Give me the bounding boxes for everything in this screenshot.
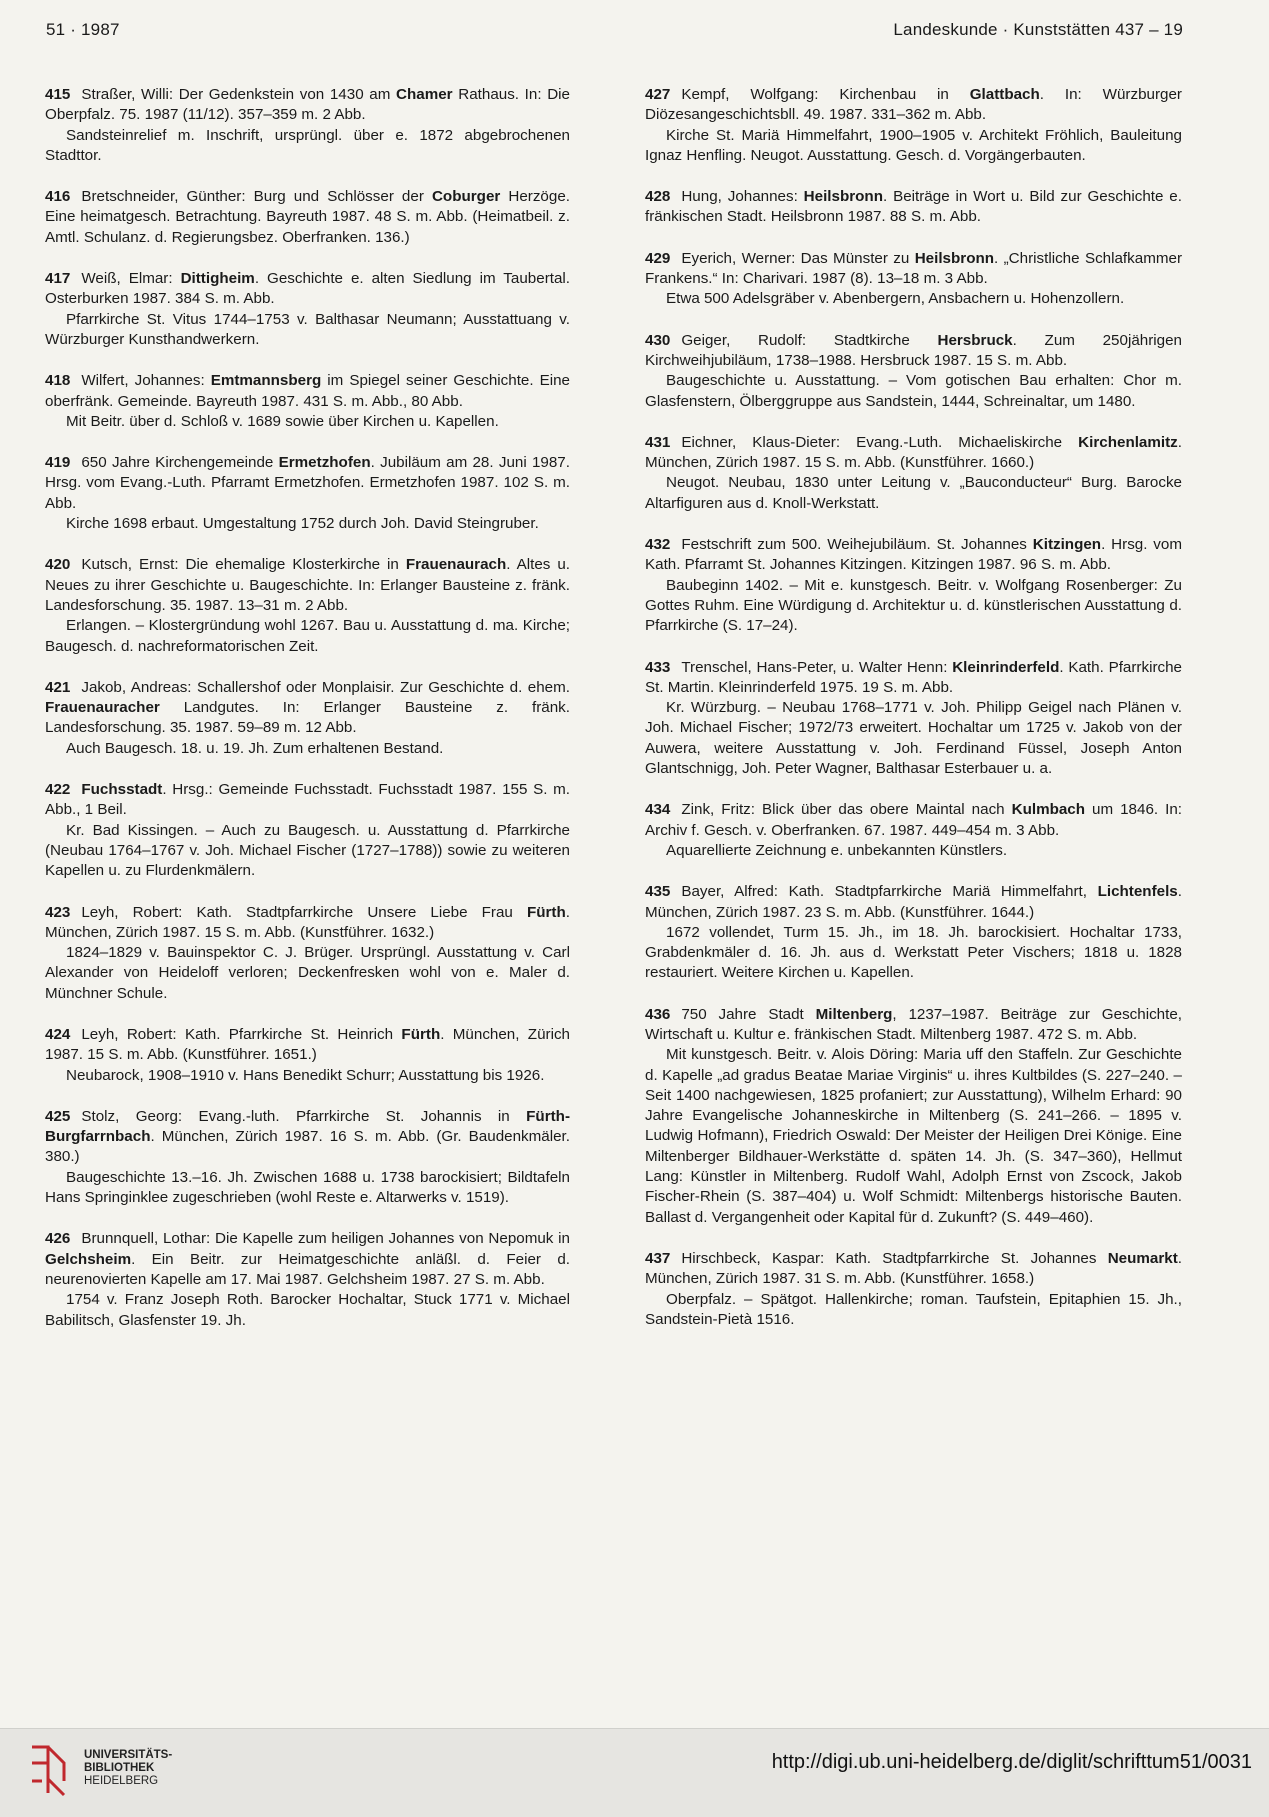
- citation-text: Brunnquell, Lothar: Die Kapelle zum heiligen Johannes von Nepomuk in: [81, 1230, 570, 1248]
- bibliography-entry: [45, 1107, 570, 1208]
- citation-text: Wilfert, Johannes:: [81, 372, 211, 390]
- entry-number: 418: [45, 372, 71, 390]
- citation-text: um 1846. In: Archiv f. Gesch. v. Oberfranken. 67. 1987. 449–454 m. 3 Abb.: [645, 801, 1182, 839]
- bibliography-entry: [45, 903, 570, 1004]
- annotation: 1672 vollendet, Turm 15. Jh., im 18. Jh. barockisiert. Hochaltar 1733, Grabdenkmäler d. 16. Jh. aus d. Werkstatt Peter Vischers; 1818 u. 1828 restauriert. Weitere Kirchen u. Kapellen.: [645, 923, 1182, 982]
- citation-text: im Spiegel seiner Geschichte. Eine oberfränk. Gemeinde. Bayreuth 1987. 431 S. m. Abb., 80 Abb.: [45, 372, 570, 410]
- citation: [45, 1107, 570, 1168]
- citation-text: . München, Zürich 1987. 23 S. m. Abb. (Kunstführer. 1644.): [645, 883, 1182, 921]
- citation-text: Geiger, Rudolf: Stadtkirche: [681, 331, 938, 349]
- citation-text: Leyh, Robert: Kath. Stadtpfarrkirche Unsere Liebe Frau: [81, 903, 527, 921]
- citation-text: 650 Jahre Kirchengemeinde: [81, 454, 279, 472]
- citation-text: . München, Zürich 1987. 15 S. m. Abb. (Kunstführer. 1660.): [645, 433, 1182, 472]
- citation-text: . Hrsg.: Gemeinde Fuchsstadt. Fuchsstadt 1987. 155 S. m. Abb., 1 Beil.: [45, 781, 570, 819]
- place-name: Heilsbronn: [914, 249, 995, 267]
- entry-number: 430: [645, 331, 671, 349]
- place-name: Fürth-Burgfarrnbach: [45, 1107, 570, 1146]
- bibliography-entry: [45, 780, 570, 881]
- annotation: Kr. Würzburg. – Neubau 1768–1771 v. Joh. Philipp Geigel nach Plänen v. Joh. Michael Fischer; 1972/73 erweitert. Hochaltar um 1725 v. Jakob von der Auwera, weitere Ausstattung v. Joh. Ferdinand Füssel, Joseph Anton Glantschnigg, Joh. Peter Wagner, Balthasar Esterbauer u. a.: [645, 699, 1182, 778]
- citation-text: . „Christliche Schlafkammer Frankens.“ In: Charivari. 1987 (8). 13–18 m. 3 Abb.: [645, 249, 1182, 288]
- place-name: Miltenberg: [815, 1005, 893, 1023]
- place-name: Chamer: [396, 86, 453, 103]
- citation-text: . München, Zürich 1987. 16 S. m. Abb. (Gr. Baudenkmäler. 380.): [45, 1128, 570, 1166]
- annotation: Baubeginn 1402. – Mit e. kunstgesch. Beitr. v. Wolfgang Rosenberger: Zu Gottes Ruhm. Eine Würdigung d. Architektur u. d. künstlerischen Ausstattung d. Pfarrkirche (S. 17–24).: [645, 576, 1182, 635]
- citation-text: Bretschneider, Günther: Burg und Schlösser der: [81, 188, 432, 206]
- citation: [645, 800, 1182, 841]
- annotation: Baugeschichte 13.–16. Jh. Zwischen 1688 u. 1738 barockisiert; Bildtafeln Hans Springinklee zugeschrieben (wohl Reste e. Altarwerks v. 1519).: [45, 1168, 570, 1207]
- source-url-link[interactable]: http://digi.ub.uni-heidelberg.de/diglit/schrifttum51/0031: [771, 1751, 1252, 1773]
- place-name: Emtmannsberg: [210, 372, 322, 390]
- citation-text: . Jubiläum am 28. Juni 1987. Hrsg. vom Evang.-Luth. Pfarramt Ermetzhofen. Ermetzhofen 1987. 102 S. m. Abb.: [45, 454, 570, 512]
- entry-number: 424: [45, 1025, 71, 1043]
- citation: [45, 269, 570, 310]
- citation-text: . Ein Beitr. zur Heimatgeschichte anläßl. d. Feier d. neurenovierten Kapelle am 17. Mai 1987. Gelchsheim 1987. 27 S. m. Abb.: [45, 1250, 570, 1288]
- citation: [645, 1005, 1182, 1046]
- bibliography-entry: [645, 882, 1182, 983]
- annotation: Baugeschichte u. Ausstattung. – Vom gotischen Bau erhalten: Chor m. Glasfenstern, Ölberggruppe aus Sandstein, 1444, Schreinaltar, um 1480.: [645, 372, 1182, 410]
- running-header-left: 51 · 1987: [46, 20, 120, 39]
- annotation: Etwa 500 Adelsgräber v. Abenbergern, Ansbachern u. Hohenzollern.: [666, 290, 1125, 308]
- place-name: Dittigheim: [180, 270, 255, 288]
- bibliography-entry: [645, 187, 1182, 228]
- library-name-line: HEIDELBERG: [84, 1775, 159, 1787]
- annotation: Mit Beitr. über d. Schloß v. 1689 sowie über Kirchen u. Kapellen.: [66, 412, 499, 430]
- entry-number: 422: [45, 781, 71, 799]
- citation-text: . Hrsg. vom Kath. Pfarramt St. Johannes Kitzingen. Kitzingen 1987. 96 S. m. Abb.: [645, 536, 1182, 574]
- place-name: Glattbach: [969, 86, 1040, 103]
- bibliography-entry: [45, 269, 570, 350]
- bibliography-entry: [645, 331, 1182, 412]
- citation-text: Kutsch, Ernst: Die ehemalige Klosterkirche in: [81, 556, 406, 574]
- citation: [45, 555, 570, 616]
- entry-number: 416: [45, 188, 71, 206]
- entry-number: 421: [45, 678, 71, 696]
- citation: [45, 1025, 570, 1066]
- entry-number: 419: [45, 454, 71, 472]
- entry-number: 434: [645, 801, 671, 819]
- citation: [645, 249, 1182, 290]
- bibliography-entry: [45, 85, 570, 166]
- citation: [645, 535, 1182, 576]
- bibliography-entry: [45, 371, 570, 432]
- library-name-line: BIBLIOTHEK: [84, 1762, 155, 1774]
- entry-number: 433: [645, 658, 671, 676]
- citation-text: Trenschel, Hans-Peter, u. Walter Henn:: [681, 658, 953, 676]
- annotation: Auch Baugesch. 18. u. 19. Jh. Zum erhaltenen Bestand.: [66, 739, 444, 757]
- place-name: Kulmbach: [1011, 801, 1086, 819]
- annotation: Kirche 1698 erbaut. Umgestaltung 1752 durch Joh. David Steingruber.: [66, 515, 539, 533]
- bibliography-entry: [645, 800, 1182, 861]
- bibliography-entry: [645, 535, 1182, 636]
- citation: [645, 433, 1182, 474]
- citation: [645, 85, 1182, 126]
- citation: [45, 780, 570, 821]
- annotation: 1754 v. Franz Joseph Roth. Barocker Hochaltar, Stuck 1771 v. Michael Babilitsch, Glasfenster 19. Jh.: [45, 1291, 570, 1329]
- place-name: Fürth: [526, 903, 566, 921]
- annotation: Erlangen. – Klostergründung wohl 1267. Bau u. Ausstattung d. ma. Kirche; Baugesch. d. nachreformatorischen Zeit.: [45, 617, 570, 655]
- entry-number: 429: [645, 249, 671, 267]
- citation-text: Weiß, Elmar:: [81, 270, 181, 288]
- left-column: [45, 85, 570, 1352]
- entry-number: 417: [45, 270, 71, 288]
- citation-text: Stolz, Georg: Evang.-luth. Pfarrkirche St. Johannis in: [81, 1107, 527, 1125]
- citation-text: . Altes u. Neues zu ihrer Geschichte u. Baugeschichte. In: Erlanger Bausteine z. fränk. Landesforschung. 35. 1987. 13–31 m. 2 Abb.: [45, 556, 570, 614]
- annotation: Pfarrkirche St. Vitus 1744–1753 v. Balthasar Neumann; Ausstattuang v. Würzburger Kunsthandwerkern.: [45, 310, 570, 348]
- entry-number: 435: [645, 883, 671, 901]
- citation: [645, 331, 1182, 372]
- citation-text: Herzöge. Eine heimatgesch. Betrachtung. Bayreuth 1987. 48 S. m. Abb. (Heimatbeil. z. Amtl. Schulanz. d. Regierungsbez. Oberfranken. 136.): [45, 188, 570, 246]
- bibliography-entry: [645, 1005, 1182, 1228]
- citation: [45, 453, 570, 514]
- citation-text: 750 Jahre Stadt: [681, 1005, 816, 1023]
- bibliography-entry: [645, 85, 1182, 166]
- footer-bar: [0, 1728, 1269, 1817]
- citation-text: . Beiträge in Wort u. Bild zur Geschichte e. fränkischen Stadt. Heilsbronn 1987. 88 S. m. Abb.: [645, 188, 1182, 226]
- annotation: Neugot. Neubau, 1830 unter Leitung v. „Bauconducteur“ Burg. Barocke Altarfiguren aus d. Knoll-Werkstatt.: [645, 474, 1182, 512]
- entry-number: 432: [645, 536, 671, 554]
- citation-text: Kempf, Wolfgang: Kirchenbau in: [681, 86, 970, 103]
- citation: [645, 658, 1182, 699]
- annotation: Kr. Bad Kissingen. – Auch zu Baugesch. u. Ausstattung d. Pfarrkirche (Neubau 1764–1767 v. Joh. Michael Fischer (1727–1788)) sowie zu weiteren Kapellen u. zu Flurdenkmälern.: [45, 821, 570, 880]
- entry-number: 437: [645, 1249, 671, 1267]
- citation-text: Zink, Fritz: Blick über das obere Maintal nach: [681, 801, 1012, 819]
- citation-text: Straßer, Willi: Der Gedenkstein von 1430 am: [81, 86, 397, 103]
- bibliography-entry: [45, 1229, 570, 1330]
- place-name: Gelchsheim: [45, 1250, 132, 1268]
- place-name: Ermetzhofen: [278, 454, 371, 472]
- entry-number: 426: [45, 1230, 71, 1248]
- university-library-logo-icon: [28, 1741, 76, 1799]
- place-name: Neumarkt: [1107, 1249, 1178, 1267]
- citation-text: Hirschbeck, Kaspar: Kath. Stadtpfarrkirche St. Johannes: [681, 1249, 1108, 1267]
- bibliography-entry: [645, 658, 1182, 780]
- library-name-line: UNIVERSITÄTS-: [84, 1749, 173, 1761]
- annotation: Mit kunstgesch. Beitr. v. Alois Döring: Maria uff den Staffeln. Zur Geschichte d. Kapelle „ad gradus Beatae Mariae Virginis“ u. ihres Kultbildes (S. 227–240. – Seit 1400 nachgewiesen, 1825 profaniert; zur Ausstattung), Wilhelm Erhard: 90 Jahre Evangelische Johanneskirche in Miltenberg (S. 241–266. – 1895 v. Ludwig Hofmann), Friedrich Oswald: Der Meister der Heiligen Drei Könige. Eine Miltenberger Bildhauer-Werkstätte d. späten 14. Jh. (S. 347–360), Hellmut Lang: Künstler in Miltenberg. Rudolf Wahl, Adolph Ernst von Zscock, Jakob Fischer-Rhein (S. 387–404) u. Wolf Schmidt: Miltenbergs historische Bauten. Ballast d. Vergangenheit oder Kapital für d. Zukunft? (S. 449–460).: [645, 1046, 1182, 1226]
- bibliography-entry: [45, 555, 570, 656]
- citation-text: Rathaus. In: Die Oberpfalz. 75. 1987 (11/12). 357–359 m. 2 Abb.: [45, 86, 570, 124]
- citation: [645, 882, 1182, 923]
- citation-text: Eyerich, Werner: Das Münster zu: [681, 249, 915, 267]
- entry-number: 431: [645, 433, 671, 451]
- annotation: Kirche St. Mariä Himmelfahrt, 1900–1905 v. Architekt Fröhlich, Bauleitung Ignaz Henfling. Neugot. Ausstattung. Gesch. d. Vorgängerbauten.: [645, 126, 1182, 164]
- place-name: Frauenaurach: [405, 556, 507, 574]
- bibliography-entry: [645, 433, 1182, 514]
- citation: [45, 85, 570, 126]
- citation: [45, 1229, 570, 1290]
- bibliography-entry: [45, 187, 570, 248]
- citation: [645, 187, 1182, 228]
- citation-text: Eichner, Klaus-Dieter: Evang.-Luth. Michaeliskirche: [681, 433, 1079, 451]
- place-name: Fürth: [401, 1025, 441, 1043]
- citation-text: . Kath. Pfarrkirche St. Martin. Kleinrinderfeld 1975. 19 S. m. Abb.: [645, 658, 1182, 696]
- citation-text: . München, Zürich 1987. 15 S. m. Abb. (Kunstführer. 1651.): [45, 1025, 570, 1064]
- place-name: Kitzingen: [1032, 536, 1102, 554]
- citation-text: , 1237–1987. Beiträge zur Geschichte, Wirtschaft u. Kultur e. fränkischen Stadt. Miltenberg 1987. 472 S. m. Abb.: [645, 1005, 1183, 1043]
- right-column: [645, 85, 1182, 1351]
- bibliography-entry: [45, 453, 570, 534]
- citation-text: . München, Zürich 1987. 31 S. m. Abb. (Kunstführer. 1658.): [645, 1249, 1182, 1288]
- place-name: Kleinrinderfeld: [952, 658, 1060, 676]
- citation: [645, 1249, 1182, 1290]
- place-name: Heilsbronn: [803, 188, 883, 206]
- running-header-right: Landeskunde · Kunststätten 437 – 19: [893, 20, 1183, 39]
- bibliography-entry: [45, 678, 570, 759]
- place-name: Lichtenfels: [1097, 883, 1178, 901]
- bibliography-entry: [645, 249, 1182, 310]
- entry-number: 427: [645, 86, 671, 103]
- citation-text: Festschrift zum 500. Weihejubiläum. St. Johannes: [681, 536, 1033, 554]
- citation-text: . Zum 250jährigen Kirchweihjubiläum, 1738–1988. Hersbruck 1987. 15 S. m. Abb.: [645, 331, 1182, 369]
- annotation: Neubarock, 1908–1910 v. Hans Benedikt Schurr; Ausstattung bis 1926.: [66, 1066, 545, 1084]
- citation-text: Bayer, Alfred: Kath. Stadtpfarrkirche Mariä Himmelfahrt,: [681, 883, 1098, 901]
- entry-number: 420: [45, 556, 71, 574]
- entry-number: 428: [645, 188, 671, 206]
- citation: [45, 903, 570, 944]
- citation-text: . Geschichte e. alten Siedlung im Taubertal. Osterburken 1987. 384 S. m. Abb.: [45, 270, 571, 308]
- citation-text: Jakob, Andreas: Schallershof oder Monplaisir. Zur Geschichte d. ehem.: [81, 678, 570, 696]
- citation-text: Leyh, Robert: Kath. Pfarrkirche St. Heinrich: [81, 1025, 402, 1043]
- place-name: Hersbruck: [937, 331, 1013, 349]
- annotation: Aquarellierte Zeichnung e. unbekannten Künstlers.: [666, 841, 1008, 859]
- library-name: [84, 1749, 172, 1788]
- bibliography-entry: [45, 1025, 570, 1086]
- citation-text: . In: Würzburger Diözesangeschichtsbll. 49. 1987. 331–362 m. Abb.: [645, 86, 1182, 124]
- citation-text: Landgutes. In: Erlanger Bausteine z. fränk. Landesforschung. 35. 1987. 59–89 m. 12 Abb.: [45, 699, 570, 737]
- citation: [45, 187, 570, 248]
- citation: [45, 371, 570, 412]
- annotation: Oberpfalz. – Spätgot. Hallenkirche; roman. Taufstein, Epitaphien 15. Jh., Sandstein-Pietà 1516.: [645, 1290, 1182, 1328]
- citation-text: Hung, Johannes:: [681, 188, 804, 206]
- annotation: Sandsteinrelief m. Inschrift, ursprüngl. über e. 1872 abgebrochenen Stadttor.: [45, 126, 570, 164]
- entry-number: 415: [45, 86, 71, 103]
- place-name: Frauenauracher: [45, 699, 160, 717]
- entry-number: 436: [645, 1005, 671, 1023]
- annotation: 1824–1829 v. Bauinspektor C. J. Brüger. Ursprüngl. Ausstattung v. Carl Alexander von Heideloff verloren; Deckenfresken wohl von e. Maler d. Münchner Schule.: [45, 944, 570, 1002]
- entry-number: 423: [45, 903, 71, 921]
- bibliography-entry: [645, 1249, 1182, 1330]
- entry-number: 425: [45, 1107, 71, 1125]
- place-name: Kirchenlamitz: [1078, 433, 1178, 451]
- place-name: Coburger: [431, 188, 501, 206]
- citation: [45, 678, 570, 739]
- citation-text: . München, Zürich 1987. 15 S. m. Abb. (Kunstführer. 1632.): [45, 903, 570, 941]
- place-name: Fuchsstadt: [81, 781, 163, 799]
